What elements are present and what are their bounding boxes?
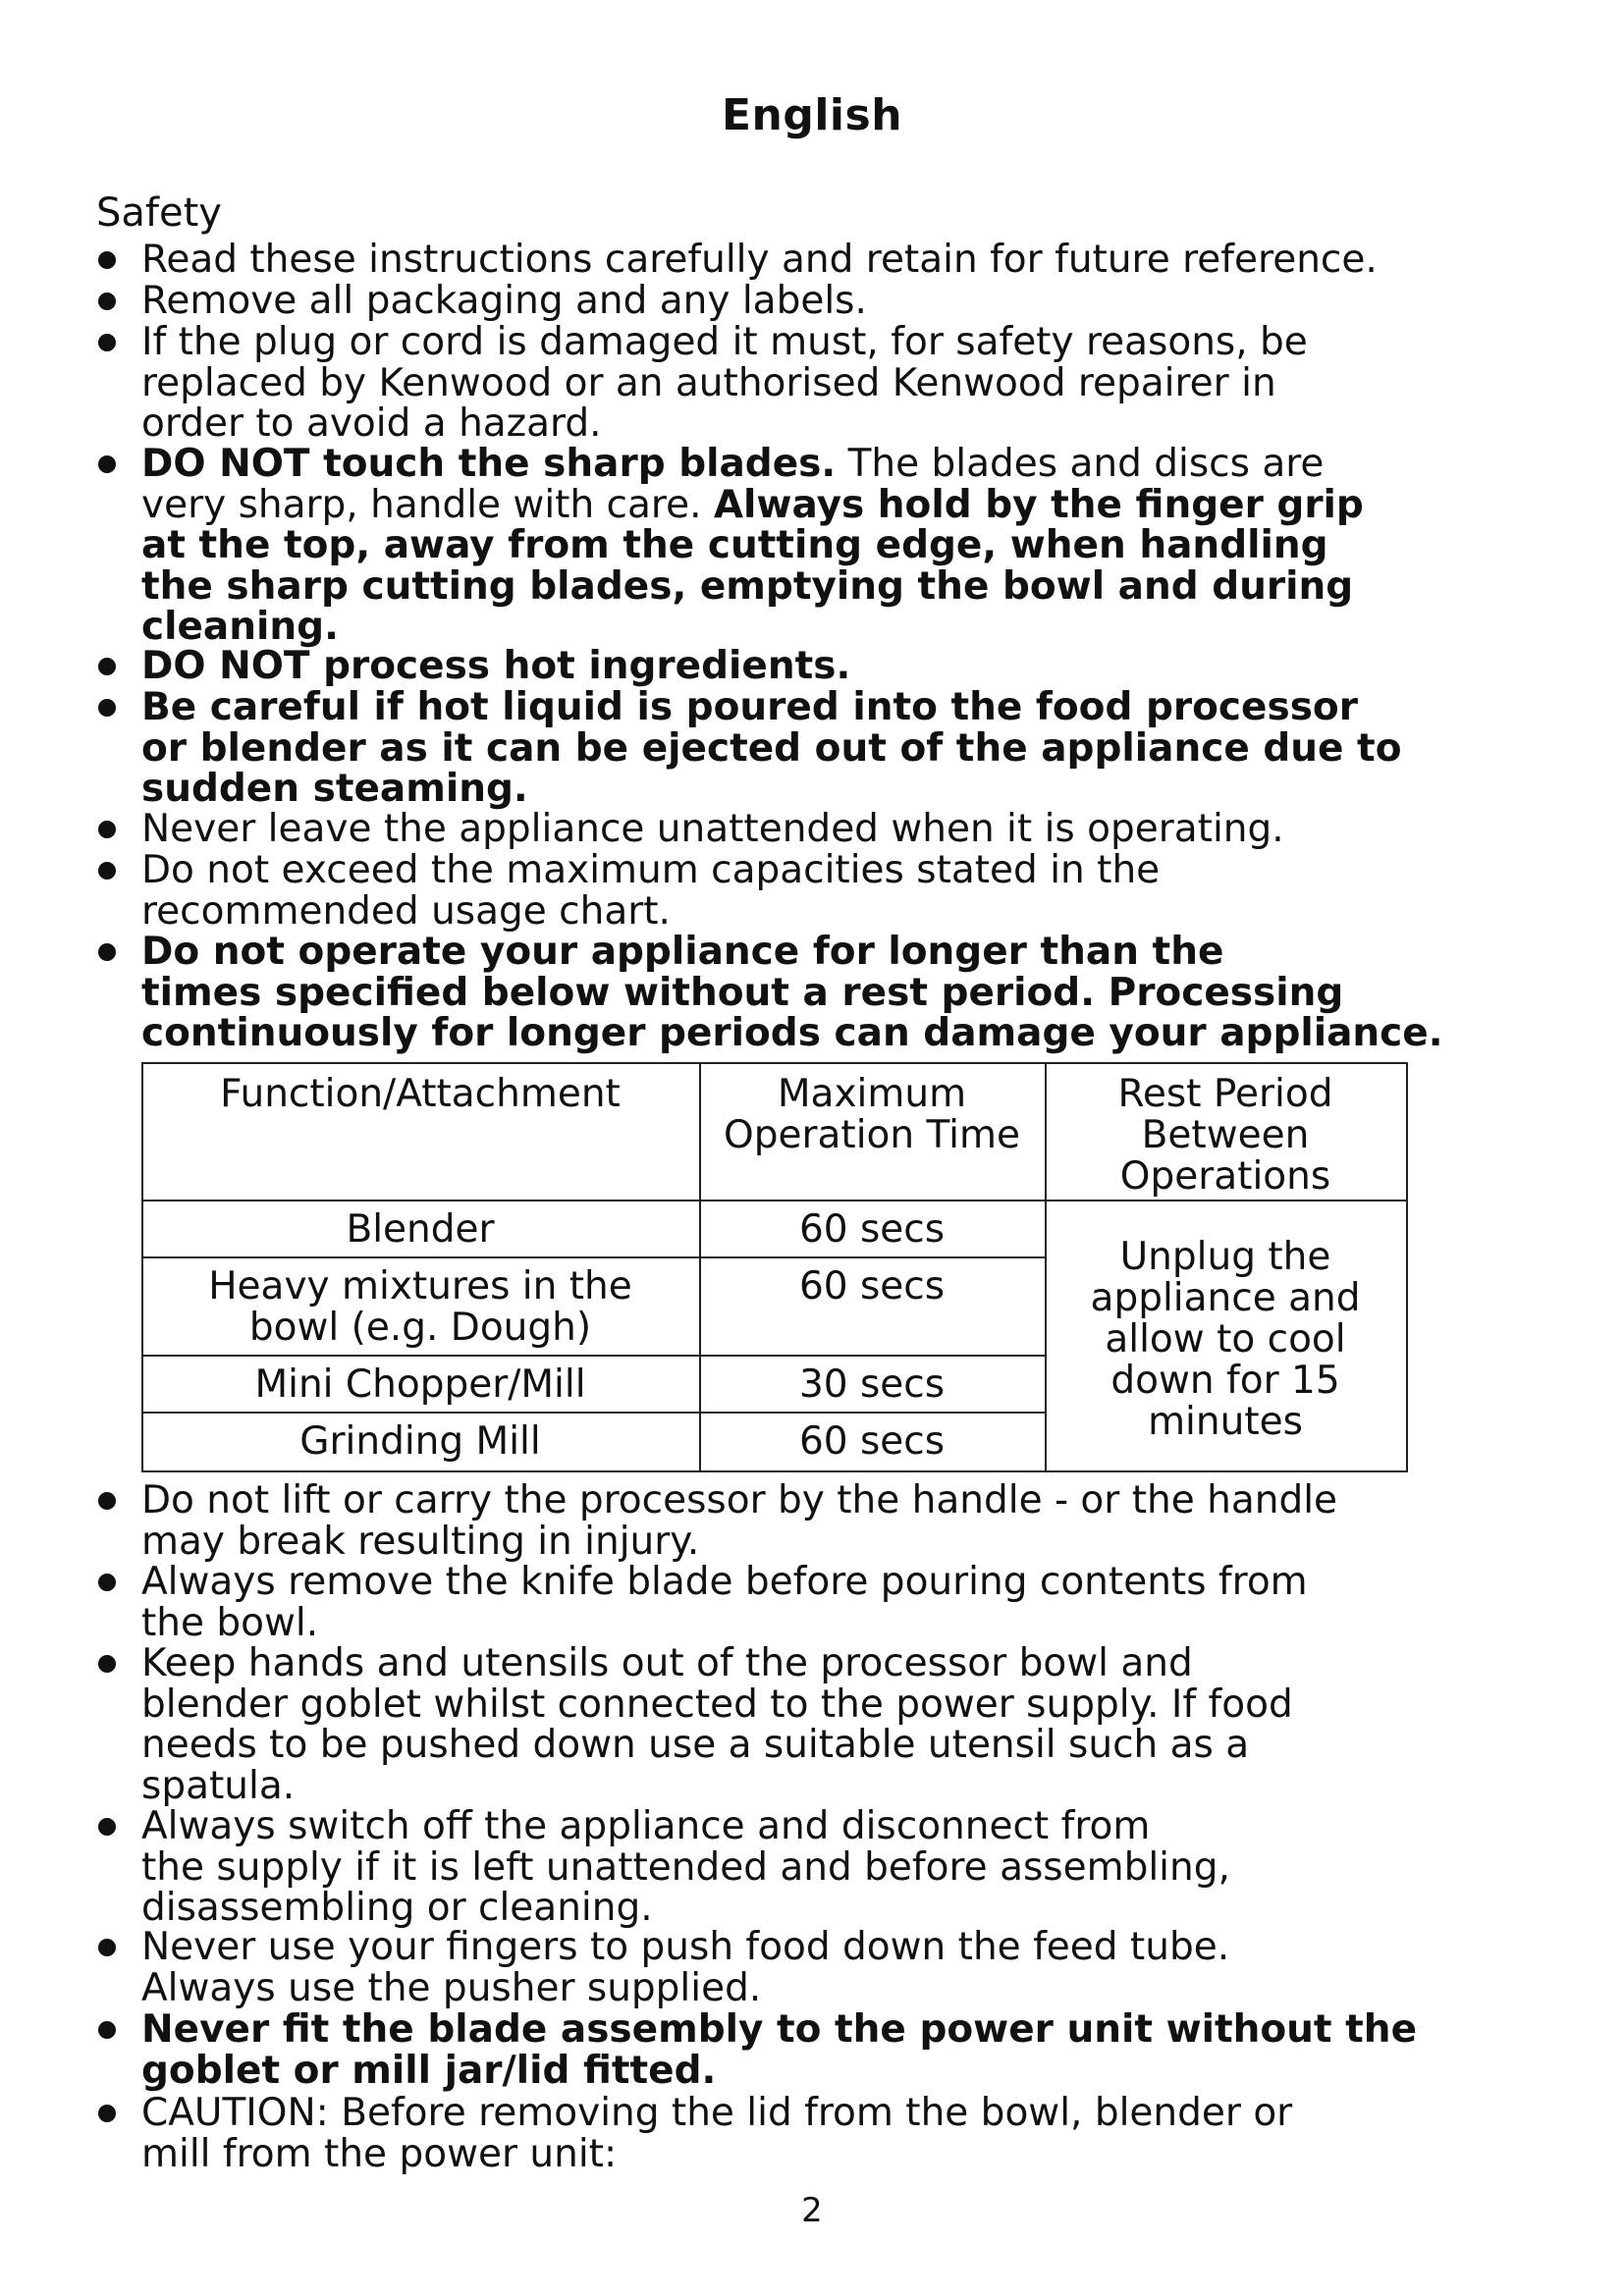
bullet-line	[141, 1965, 1496, 2010]
bullet-line	[141, 444, 1496, 485]
bullet-text	[141, 1562, 1496, 1643]
bullet-dot-icon	[98, 2021, 116, 2039]
bullet-line	[141, 240, 1496, 281]
bullet-line	[141, 482, 1496, 527]
table-header-max-time-line1: Maximum	[777, 1072, 967, 1116]
table-cell-function: bowl (e.g. Dough)	[248, 1306, 592, 1350]
bullet-text	[141, 444, 1496, 648]
bullet-dot-icon	[98, 943, 116, 961]
text-run: Be careful if hot liquid is poured into the food processor	[141, 685, 1358, 729]
text-run: blender goblet whilst connected to the power supply. If food	[141, 1682, 1293, 1727]
bullet-dot-icon	[98, 821, 116, 838]
text-run: mill from the power unit:	[141, 2131, 618, 2176]
bullet-line	[141, 1562, 1496, 1603]
table-row-divider	[141, 1256, 1047, 1258]
text-run: times specified below without a rest period. Processing	[141, 970, 1344, 1015]
text-run: the sharp cutting blades, emptying the bowl and during	[141, 563, 1354, 609]
bullet-line	[141, 1013, 1496, 1054]
text-run: Never use your fingers to push food down the feed tube.	[141, 1925, 1230, 1969]
text-run: may break resulting in injury.	[141, 1519, 700, 1564]
text-run: If the plug or cord is damaged it must, for safety reasons, be	[141, 320, 1308, 364]
bullet-dot-icon	[98, 1574, 116, 1591]
bullet-line	[141, 809, 1496, 850]
table-cell-function: Heavy mixtures in the	[208, 1264, 632, 1308]
text-run: or blender as it can be ejected out of the appliance due to	[141, 725, 1402, 771]
bullet-text	[141, 932, 1496, 1054]
bullet-text	[141, 646, 1496, 687]
bullet-dot-icon	[98, 658, 116, 675]
table-cell-function: Mini Chopper/Mill	[254, 1362, 586, 1407]
table-cell-function: Grinding Mill	[299, 1419, 541, 1464]
text-run: recommended usage chart.	[141, 888, 671, 934]
table-header-max-time-line2: Operation Time	[724, 1113, 1020, 1157]
page-number: 2	[801, 2191, 823, 2230]
bullet-text	[141, 2009, 1496, 2091]
bullet-dot-icon	[98, 334, 116, 351]
bullet-dot-icon	[98, 1492, 116, 1510]
text-run: DO NOT process hot ingredients.	[141, 644, 851, 688]
bullet-line	[141, 1763, 1496, 1808]
bullet-dot-icon	[98, 1939, 116, 1956]
bullet-line	[141, 1888, 1496, 1929]
bullet-text	[141, 1927, 1496, 2008]
bullet-line	[141, 1927, 1496, 1968]
bullet-line	[141, 525, 1496, 566]
bullet-line	[141, 850, 1496, 891]
bullet-text	[141, 1643, 1496, 1806]
bullet-line	[141, 2009, 1496, 2051]
bullet-dot-icon	[98, 251, 116, 269]
bullet-dot-icon	[98, 862, 116, 880]
section-heading: Safety	[96, 190, 222, 236]
table-header-rest-line2: Between	[1141, 1113, 1310, 1157]
bullet-dot-icon	[98, 455, 116, 473]
text-run: the supply if it is left unattended and before assembling,	[141, 1844, 1230, 1890]
operation-time-table	[141, 1062, 1408, 1472]
bullet-text	[141, 240, 1496, 281]
bullet-text	[141, 687, 1496, 810]
text-run: Remove all packaging and any labels.	[141, 279, 867, 323]
text-run: goblet or mill jar/lid fitted.	[141, 2048, 717, 2093]
bullet-dot-icon	[98, 2105, 116, 2122]
text-run: Do not exceed the maximum capacities stated in the	[141, 848, 1161, 892]
text-run: at the top, away from the cutting edge, when handling	[141, 523, 1328, 567]
text-run: very sharp, handle with care.	[141, 482, 714, 527]
table-header-divider	[141, 1200, 1408, 1201]
bullet-line	[141, 1480, 1496, 1522]
text-run: replaced by Kenwood or an authorised Kenwood repairer in	[141, 360, 1276, 405]
bullet-line	[141, 1600, 1496, 1645]
bullet-text	[141, 850, 1496, 932]
text-run: Always remove the knife blade before pouring contents from	[141, 1560, 1308, 1604]
bullet-text	[141, 809, 1496, 850]
bullet-dot-icon	[98, 1818, 116, 1836]
bullet-text	[141, 1806, 1496, 1929]
text-run: Do not lift or carry the processor by the handle - or the handle	[141, 1478, 1338, 1522]
bullet-line	[141, 1844, 1496, 1890]
text-run: needs to be pushed down use a suitable utensil such as a	[141, 1723, 1250, 1767]
bullet-line	[141, 1725, 1496, 1766]
bullet-dot-icon	[98, 699, 116, 717]
text-run: The blades and discs are	[836, 442, 1325, 486]
table-header-function: Function/Attachment	[220, 1072, 621, 1116]
text-run: Always switch off the appliance and disconnect from	[141, 1804, 1151, 1848]
bullet-line	[141, 322, 1496, 363]
table-rest-note-line: appliance and	[1090, 1276, 1361, 1320]
table-rest-note-line: allow to cool	[1105, 1317, 1346, 1362]
bullet-line	[141, 403, 1496, 445]
bullet-line	[141, 607, 1496, 648]
bullet-line	[141, 563, 1496, 609]
table-header-rest-line3: Operations	[1119, 1154, 1331, 1199]
table-cell-time: 60 secs	[798, 1264, 946, 1308]
bullet-line	[141, 646, 1496, 687]
bullet-line	[141, 1806, 1496, 1847]
table-row-divider	[141, 1412, 1047, 1414]
text-run: Keep hands and utensils out of the processor bowl and	[141, 1641, 1193, 1685]
bullet-line	[141, 970, 1496, 1015]
bullet-text	[141, 281, 1496, 322]
text-run: disassembling or cleaning.	[141, 1886, 653, 1930]
table-cell-time: 60 secs	[798, 1419, 946, 1464]
bullet-line	[141, 2131, 1496, 2176]
table-border-right	[1406, 1062, 1408, 1472]
text-run: the bowl.	[141, 1600, 319, 1645]
bullet-dot-icon	[98, 1655, 116, 1673]
text-run: DO NOT touch the sharp blades.	[141, 442, 837, 486]
text-run: Never leave the appliance unattended when it is operating.	[141, 807, 1284, 851]
bullet-line	[141, 1519, 1496, 1564]
text-run: Read these instructions carefully and retain for future reference.	[141, 238, 1378, 282]
text-run: Always use the pusher supplied.	[141, 1965, 762, 2010]
table-rest-note-line: down for 15	[1110, 1359, 1340, 1403]
table-border-top	[141, 1062, 1408, 1064]
bullet-text	[141, 322, 1496, 445]
text-run: CAUTION: Before removing the lid from the bowl, blender or	[141, 2091, 1293, 2135]
bullet-line	[141, 1684, 1496, 1726]
table-cell-time: 60 secs	[798, 1207, 946, 1252]
table-header-rest-line1: Rest Period	[1117, 1072, 1333, 1116]
bullet-line	[141, 281, 1496, 322]
bullet-line	[141, 888, 1496, 934]
bullet-line	[141, 2093, 1496, 2134]
bullet-dot-icon	[98, 293, 116, 310]
bullet-line	[141, 932, 1496, 973]
text-run: order to avoid a hazard.	[141, 401, 602, 446]
text-run: cleaning.	[141, 605, 339, 649]
text-run: spatula.	[141, 1763, 296, 1808]
table-border-bottom	[141, 1470, 1408, 1472]
text-run: Always hold by the finger grip	[713, 482, 1364, 527]
bullet-line	[141, 687, 1496, 728]
bullet-line	[141, 360, 1496, 405]
text-run: Do not operate your appliance for longer than the	[141, 930, 1224, 974]
table-rest-note-line: minutes	[1148, 1400, 1303, 1444]
table-rest-note-line: Unplug the	[1119, 1235, 1331, 1279]
table-cell-time: 30 secs	[798, 1362, 946, 1407]
text-run: Never fit the blade assembly to the power unit without the	[141, 2007, 1418, 2052]
table-cell-function: Blender	[346, 1207, 495, 1252]
bullet-text	[141, 2093, 1496, 2174]
table-row-divider	[141, 1355, 1047, 1357]
bullet-line	[141, 2048, 1496, 2093]
text-run: sudden steaming.	[141, 767, 528, 811]
text-run: continuously for longer periods can damage your appliance.	[141, 1011, 1443, 1055]
bullet-text	[141, 1480, 1496, 1562]
bullet-line	[141, 769, 1496, 810]
bullet-line	[141, 1643, 1496, 1684]
language-title: English	[721, 90, 903, 140]
bullet-line	[141, 725, 1496, 771]
